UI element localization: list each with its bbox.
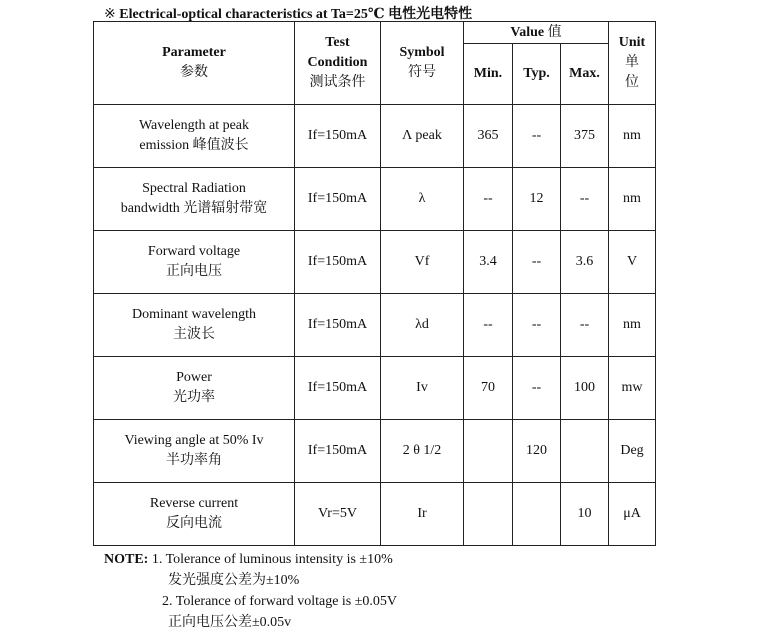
title-cn: 电性光电特性 bbox=[388, 7, 473, 22]
max-cell: 10 bbox=[561, 483, 609, 546]
title-en: Electrical-optical characteristics at Ta=25 bbox=[119, 7, 368, 22]
min-cell: 365 bbox=[464, 105, 513, 168]
param-name-en: Reverse current bbox=[149, 496, 239, 511]
cond-cell: If=150mA bbox=[295, 105, 381, 168]
unit-cell: V bbox=[609, 231, 656, 294]
title-unit: ℃ bbox=[367, 7, 385, 22]
cond-cell: If=150mA bbox=[295, 357, 381, 420]
param-cell bbox=[94, 105, 295, 168]
param-name-cn: emission 峰值波长 bbox=[139, 138, 249, 153]
symbol-cell: Ir bbox=[381, 483, 464, 546]
max-cell: -- bbox=[561, 168, 609, 231]
param-name-cn: 主波长 bbox=[173, 327, 215, 342]
symbol-cell: Λ peak bbox=[381, 105, 464, 168]
param-name-cn: 光功率 bbox=[173, 390, 215, 405]
table-row bbox=[94, 420, 656, 483]
symbol-cell: λd bbox=[381, 294, 464, 357]
param-cell bbox=[94, 420, 295, 483]
table-row bbox=[94, 483, 656, 546]
table-row bbox=[94, 105, 656, 168]
typ-cell: -- bbox=[513, 357, 561, 420]
param-name-en: Forward voltage bbox=[147, 244, 241, 259]
param-name-cn: 半功率角 bbox=[166, 453, 222, 468]
symbol-cell: Iv bbox=[381, 357, 464, 420]
max-cell bbox=[561, 420, 609, 483]
param-cell bbox=[94, 168, 295, 231]
header-unit: Unit 单 位 bbox=[609, 22, 656, 105]
typ-cell: 12 bbox=[513, 168, 561, 231]
note-2-en: 2. Tolerance of forward voltage is ±0.05V bbox=[162, 594, 398, 609]
min-cell: 70 bbox=[464, 357, 513, 420]
notes bbox=[104, 549, 397, 633]
param-name-en: Wavelength at peak bbox=[138, 118, 250, 133]
typ-cell: -- bbox=[513, 231, 561, 294]
note-label: NOTE: bbox=[104, 552, 149, 567]
symbol-cell: 2 θ 1/2 bbox=[381, 420, 464, 483]
min-cell: 3.4 bbox=[464, 231, 513, 294]
table-row bbox=[94, 168, 656, 231]
characteristics-table bbox=[93, 21, 656, 546]
param-name-cn: 正向电压 bbox=[166, 264, 222, 279]
header-min: Min. bbox=[464, 44, 513, 105]
table-row bbox=[94, 231, 656, 294]
cond-cell: If=150mA bbox=[295, 420, 381, 483]
param-name-cn: bandwidth 光谱辐射带宽 bbox=[120, 201, 268, 216]
min-cell bbox=[464, 420, 513, 483]
cond-cell: If=150mA bbox=[295, 168, 381, 231]
header-max: Max. bbox=[561, 44, 609, 105]
header-value: Value 值 bbox=[464, 22, 609, 44]
max-cell: -- bbox=[561, 294, 609, 357]
param-name-cn: 反向电流 bbox=[166, 516, 222, 531]
note-2-cn: 正向电压公差±0.05v bbox=[168, 615, 292, 630]
symbol-cell: λ bbox=[381, 168, 464, 231]
note-1-en: 1. Tolerance of luminous intensity is ±10% bbox=[151, 552, 393, 567]
symbol-cell: Vf bbox=[381, 231, 464, 294]
max-cell: 3.6 bbox=[561, 231, 609, 294]
unit-cell: mw bbox=[609, 357, 656, 420]
unit-cell: nm bbox=[609, 168, 656, 231]
cond-cell: If=150mA bbox=[295, 231, 381, 294]
param-cell bbox=[94, 231, 295, 294]
param-name-en: Spectral Radiation bbox=[142, 181, 246, 196]
unit-cell: Deg bbox=[609, 420, 656, 483]
cond-cell: Vr=5V bbox=[295, 483, 381, 546]
table-row bbox=[94, 357, 656, 420]
cond-cell: If=150mA bbox=[295, 294, 381, 357]
max-cell: 375 bbox=[561, 105, 609, 168]
typ-cell: -- bbox=[513, 294, 561, 357]
section-title bbox=[104, 3, 472, 23]
header-typ: Typ. bbox=[513, 44, 561, 105]
note-1-cn: 发光强度公差为±10% bbox=[168, 573, 300, 588]
unit-cell: nm bbox=[609, 294, 656, 357]
param-name-en: Dominant wavelength bbox=[131, 307, 257, 322]
param-cell bbox=[94, 357, 295, 420]
typ-cell bbox=[513, 483, 561, 546]
max-cell: 100 bbox=[561, 357, 609, 420]
param-cell bbox=[94, 483, 295, 546]
header-symbol: Symbol 符号 bbox=[381, 22, 464, 105]
header-parameter: Parameter 参数 bbox=[94, 22, 295, 105]
unit-cell: nm bbox=[609, 105, 656, 168]
min-cell: -- bbox=[464, 294, 513, 357]
typ-cell: -- bbox=[513, 105, 561, 168]
param-cell bbox=[94, 294, 295, 357]
unit-cell: μA bbox=[609, 483, 656, 546]
typ-cell: 120 bbox=[513, 420, 561, 483]
table-row bbox=[94, 294, 656, 357]
min-cell: -- bbox=[464, 168, 513, 231]
min-cell bbox=[464, 483, 513, 546]
header-test-condition: Test Condition 测试条件 bbox=[295, 22, 381, 105]
param-name-en: Viewing angle at 50% Iv bbox=[124, 433, 264, 448]
reference-mark: ※ bbox=[104, 7, 116, 22]
param-name-en: Power bbox=[176, 370, 212, 385]
